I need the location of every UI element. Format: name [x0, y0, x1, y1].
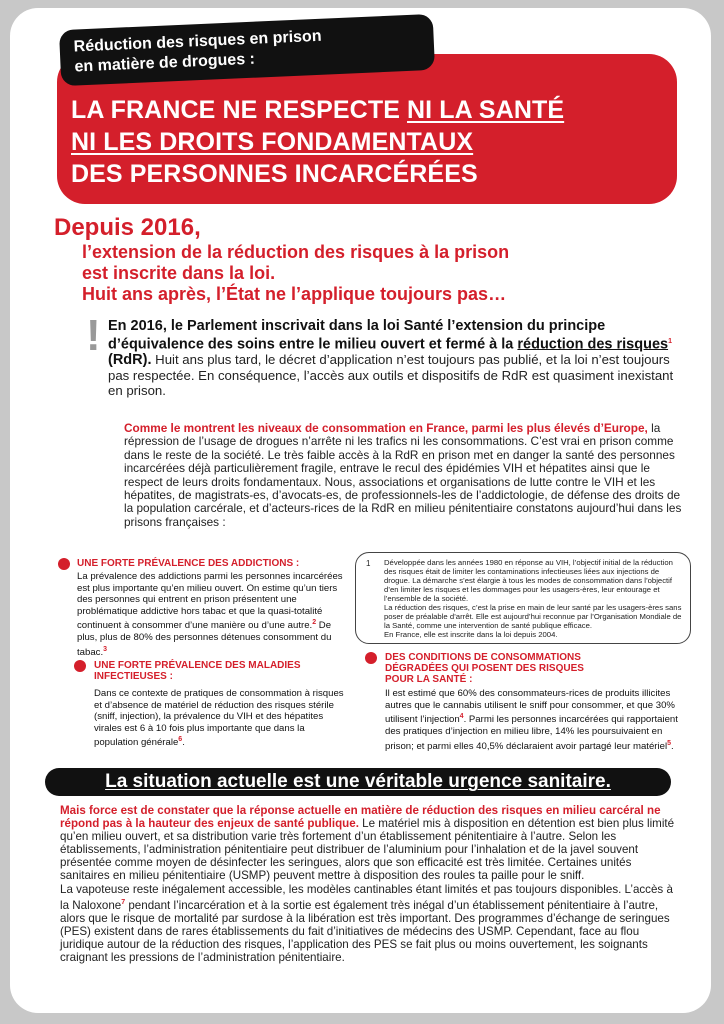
context-rest: la répression de l’usage de drogues n’arrête ni les trafics ni les consommations. C’est vrai en prison comme dans le reste de la société. Le très faible accès à la RdR en prison met en danger la santé des personnes incarcérées déjà particulièrement fragile, entrave le recul des épidémies VIH et hépatites ainsi que le respect de leurs droits fondamentaux. Nous, associations et organisations de lutte contre le VIH et les hépatites, de magistrats-es, d’avocats-es, de professionnels-les de l’addictologie, de défense des droits de la population carcérale, et d’acteurs-rices de la RdR en milieu pénitentiaire constatons aujourd’hui dans les prisons françaises :	[124, 421, 682, 529]
title-line-2: NI LES DROITS FONDAMENTAUX	[71, 128, 474, 156]
footnote-ref-4: 4	[459, 713, 464, 721]
infections-title-1: UNE FORTE PRÉVALENCE DES MALADIES	[94, 660, 301, 671]
consumption-title-3: POUR LA SANTÉ :	[385, 674, 473, 685]
response-text-3: pendant l’incarcération et à la sortie est également très inégal d’un établissement pénitentiaire à l’autre, alors que le risque de mortalité par surdose à la libération est très important. Des programmes d’échange de seringues (PES) existent dans de rares établissements du fait d’initiatives de médecins des USMP. Cependant, face au flou juridique autour de la réduction des risques, l’application des PES se fait plus ou moins ouvertement, les soignants craignant les pressions de l’administration pénitentiaire.	[60, 898, 670, 964]
consumption-text-end: .	[671, 740, 674, 752]
footnote-ref-5: 5	[667, 739, 671, 747]
headline: Depuis 2016,	[54, 214, 201, 241]
footnote-ref-2: 2	[312, 619, 317, 627]
infections-text-end: .	[182, 737, 185, 749]
title-line-1a: LA FRANCE NE RESPECTE	[71, 96, 408, 124]
infections-section	[94, 660, 346, 749]
footnote-ref-3: 3	[103, 645, 108, 653]
subheadline	[82, 242, 509, 305]
bullet-icon	[365, 652, 377, 664]
footnote-number: 1	[366, 559, 371, 568]
subheadline-line-2: est inscrite dans la loi.	[82, 263, 276, 283]
addictions-text	[77, 571, 347, 659]
infections-text	[94, 688, 346, 749]
intro-paragraph	[108, 318, 688, 398]
bullet-icon	[58, 558, 70, 570]
intro-bold-end: (RdR).	[108, 352, 152, 369]
response-lead: Mais force est de constater que la réponse actuelle en matière de réduction des risques en milieu carcéral ne répond pas à la hauteur des enjeux de santé publique.	[60, 804, 661, 831]
urgency-banner	[45, 768, 671, 796]
intro-rest: Huit ans plus tard, le décret d’application n’est toujours pas publié, et la loi n’est toujours pas respectée. En conséquence, l’accès aux outils et dispositifs de RdR est quasiment inexistant en prison.	[108, 352, 674, 399]
infections-text-1: Dans ce contexte de pratiques de consommation à risques et d’absence de matériel de réduction des risques stérile (sniff, injection), la prévalence du VIH et des hépatites virales est 6 à 10 fois plus importante que dans la population générale	[94, 688, 344, 749]
subheadline-line-3: Huit ans après, l’État ne l’applique toujours pas…	[82, 284, 507, 304]
consumption-section	[385, 652, 685, 752]
addictions-text-1: La prévalence des addictions parmi les personnes incarcérées est plus importante qu’en milieu ouvert. On estime qu’un tiers des personnes qui entrent en prison présentent une problématique addictive hors tabac et que la quasi-totalité continuent à consommer d’une manière ou d’une autre.	[77, 571, 343, 632]
urgency-text: La situation actuelle est une véritable urgence sanitaire.	[105, 771, 611, 792]
title-line-1b: NI LA SANTÉ	[407, 96, 565, 124]
consumption-title	[385, 652, 685, 685]
footnote-text-3: En France, elle est inscrite dans la loi depuis 2004.	[384, 630, 558, 639]
addictions-text-2: De plus, plus de 80% des personnes détenues consomment du tabac.	[77, 620, 332, 658]
consumption-title-1: DES CONDITIONS DE CONSOMMATIONS	[385, 652, 581, 663]
main-title	[71, 94, 564, 190]
consumption-title-2: DÉGRADÉES QUI POSENT DES RISQUES	[385, 663, 584, 674]
footnote-ref-7: 7	[121, 898, 126, 906]
consumption-text	[385, 688, 685, 752]
consumption-text-1: Il est estimé que 60% des consommateurs-rices de produits illicites autres que le cannabis utilisent le sniff pour consommer, et que 30% utilisent l’injection	[385, 688, 675, 726]
infections-title-2: INFECTIEUSES :	[94, 671, 173, 682]
context-paragraph	[124, 422, 690, 529]
footnote-text-2: La réduction des risques, c’est la prise en main de leur santé par les usagers-ères sans poser de préalable d’arrêt. Elle est aujourd’hui reconnue par l’Organisation Mondiale de la Santé, comme une intervention de santé publique efficace.	[384, 603, 682, 630]
exclamation-icon: !	[86, 311, 101, 360]
response-text-2: La vapoteuse reste inégalement accessible, les modèles cantinables étant limités et pas toujours disponibles. L’accès à la Naloxone	[60, 882, 673, 912]
infections-title	[94, 660, 346, 682]
footnote-ref-1: 1	[668, 338, 672, 345]
addictions-title: UNE FORTE PRÉVALENCE DES ADDICTIONS :	[77, 558, 300, 569]
addictions-section	[77, 558, 347, 659]
subheadline-line-1: l’extension de la réduction des risques à la prison	[82, 242, 510, 262]
intro-rdr-term: réduction des risques	[517, 336, 669, 353]
consumption-text-2: . Parmi les personnes incarcérées qui rapportaient des pratiques d’injection en milieu libre, 14% les poursuivaient en prison; et parmi elles 40,5% déclaraient avoir partagé leur matériel	[385, 714, 678, 752]
kicker-line-2: en matière de drogues :	[74, 50, 256, 76]
response-paragraph	[60, 804, 680, 964]
response-text-1: Le matériel mis à disposition en détention est bien plus limité qu’en milieu ouvert, et sa distribution varie très fortement d’un établissement pénitentiaire à l’autre. Selon les établissements, l’administration pénitentiaire peut distribuer de l’aluminium pour l’inhalation et de la javel souvent présentée comme moyen de désinfecter les seringues, alors que son efficacité est très limitée. Certaines unités sanitaires en milieu pénitentiaire (USMP) peuvent mettre à disposition des roules ta paille pour le sniff.	[60, 817, 675, 883]
title-line-3: DES PERSONNES INCARCÉRÉES	[71, 160, 478, 188]
page	[10, 8, 711, 1013]
intro-bold: En 2016, le Parlement inscrivait dans la loi Santé l’extension du principe d’équivalence des soins entre le milieu ouvert et fermé à la	[108, 318, 606, 353]
bullet-icon	[74, 660, 86, 672]
kicker-line-1: Réduction des risques en prison	[73, 27, 322, 56]
footnote-box	[355, 552, 691, 644]
footnote-text-1: Développée dans les années 1980 en réponse au VIH, l’objectif initial de la réduction des risques était de limiter les contaminations infectieuses liées aux injections de drogue. La démarche s’est élargie à tous les modes de consommation dans l’objectif d’en limiter les risques et les dommages pour les usagers-ères, leur entourage et l’ensemble de la société.	[384, 558, 673, 603]
footnote-ref-6: 6	[178, 736, 183, 744]
context-lead: Comme le montrent les niveaux de consommation en France, parmi les plus élevés d’Europe,	[124, 421, 648, 435]
